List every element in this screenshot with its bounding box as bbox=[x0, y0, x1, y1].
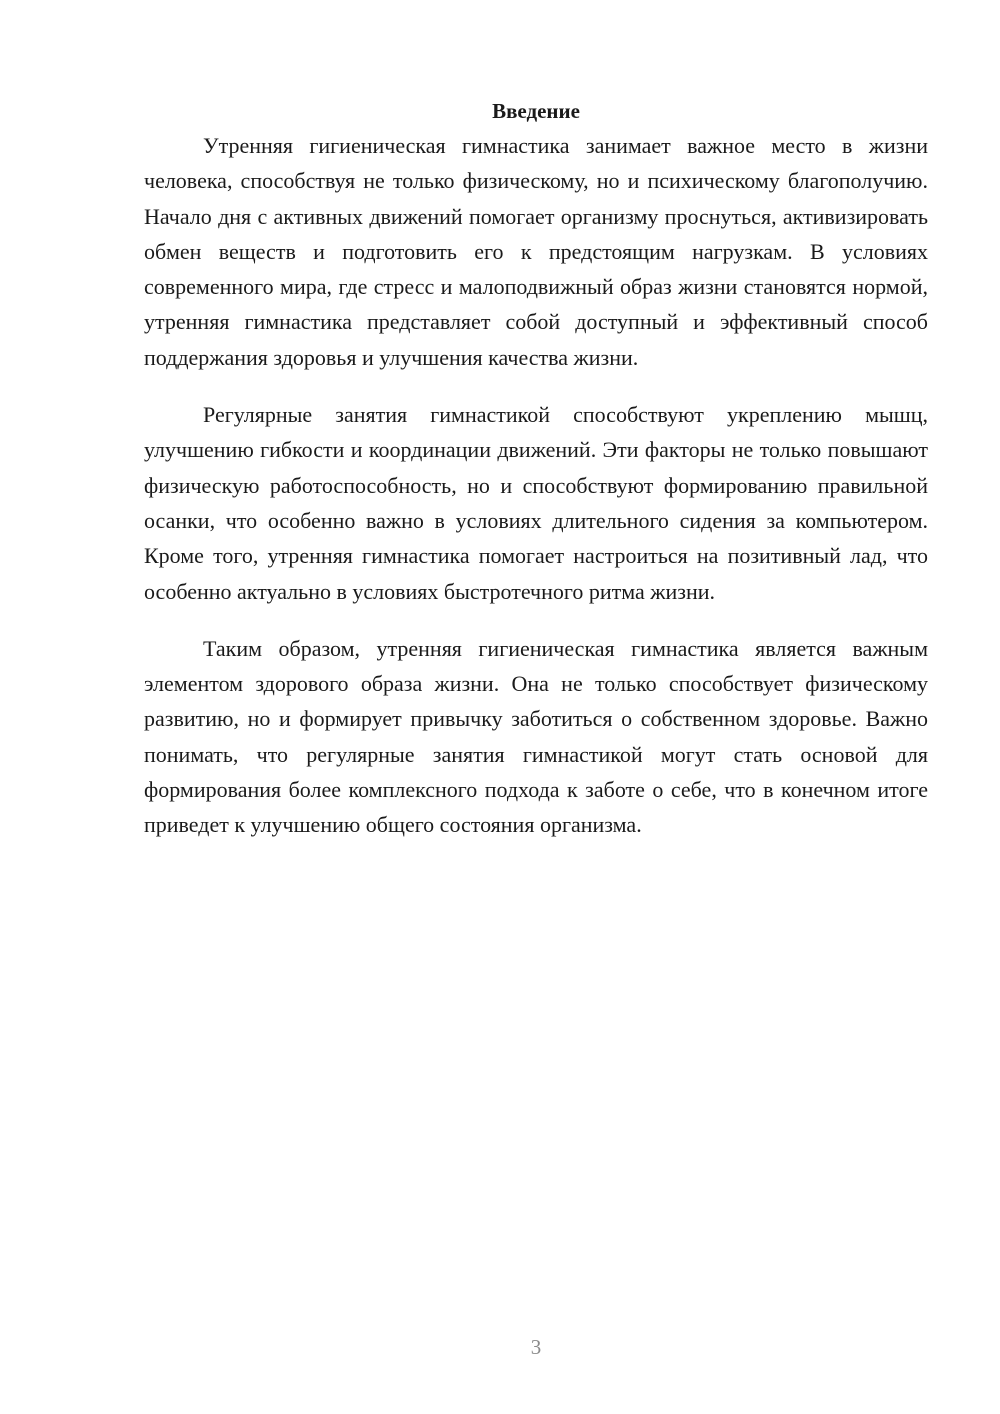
section-title: Введение bbox=[492, 99, 580, 123]
paragraph-2: Регулярные занятия гимнастикой способствуют укреплению мышц, улучшению гибкости и координации движений. Эти факторы не только повышают физическую работоспособность, но и способствуют формированию правильной осанки, что особенно важно в условиях длительного сидения за компьютером. Кроме того, утренняя гимнастика помогает настроиться на позитивный лад, что особенно актуально в условиях быстротечного ритма жизни. bbox=[144, 402, 928, 604]
page-number: 3 bbox=[530, 1335, 542, 1359]
page-content bbox=[144, 96, 928, 865]
paragraph-3: Таким образом, утренняя гигиеническая гимнастика является важным элементом здорового образа жизни. Она не только способствует физическому развитию, но и формирует привычку заботиться о собственном здоровье. Важно понимать, что регулярные занятия гимнастикой могут стать основой для формирования более комплексного подхода к заботе о себе, что в конечном итоге приведет к улучшению общего состояния организма. bbox=[144, 635, 928, 838]
paragraph-1: Утренняя гигиеническая гимнастика занимает важное место в жизни человека, способствуя не только физическому, но и психическому благополучию. Начало дня с активных движений помогает организму проснуться, активизировать обмен веществ и подготовить его к предстоящим нагрузкам. В условиях современного мира, где стресс и малоподвижный образ жизни становятся нормой, утренняя гимнастика представляет собой доступный и эффективный способ поддержания здоровья и улучшения качества жизни. bbox=[144, 133, 928, 370]
